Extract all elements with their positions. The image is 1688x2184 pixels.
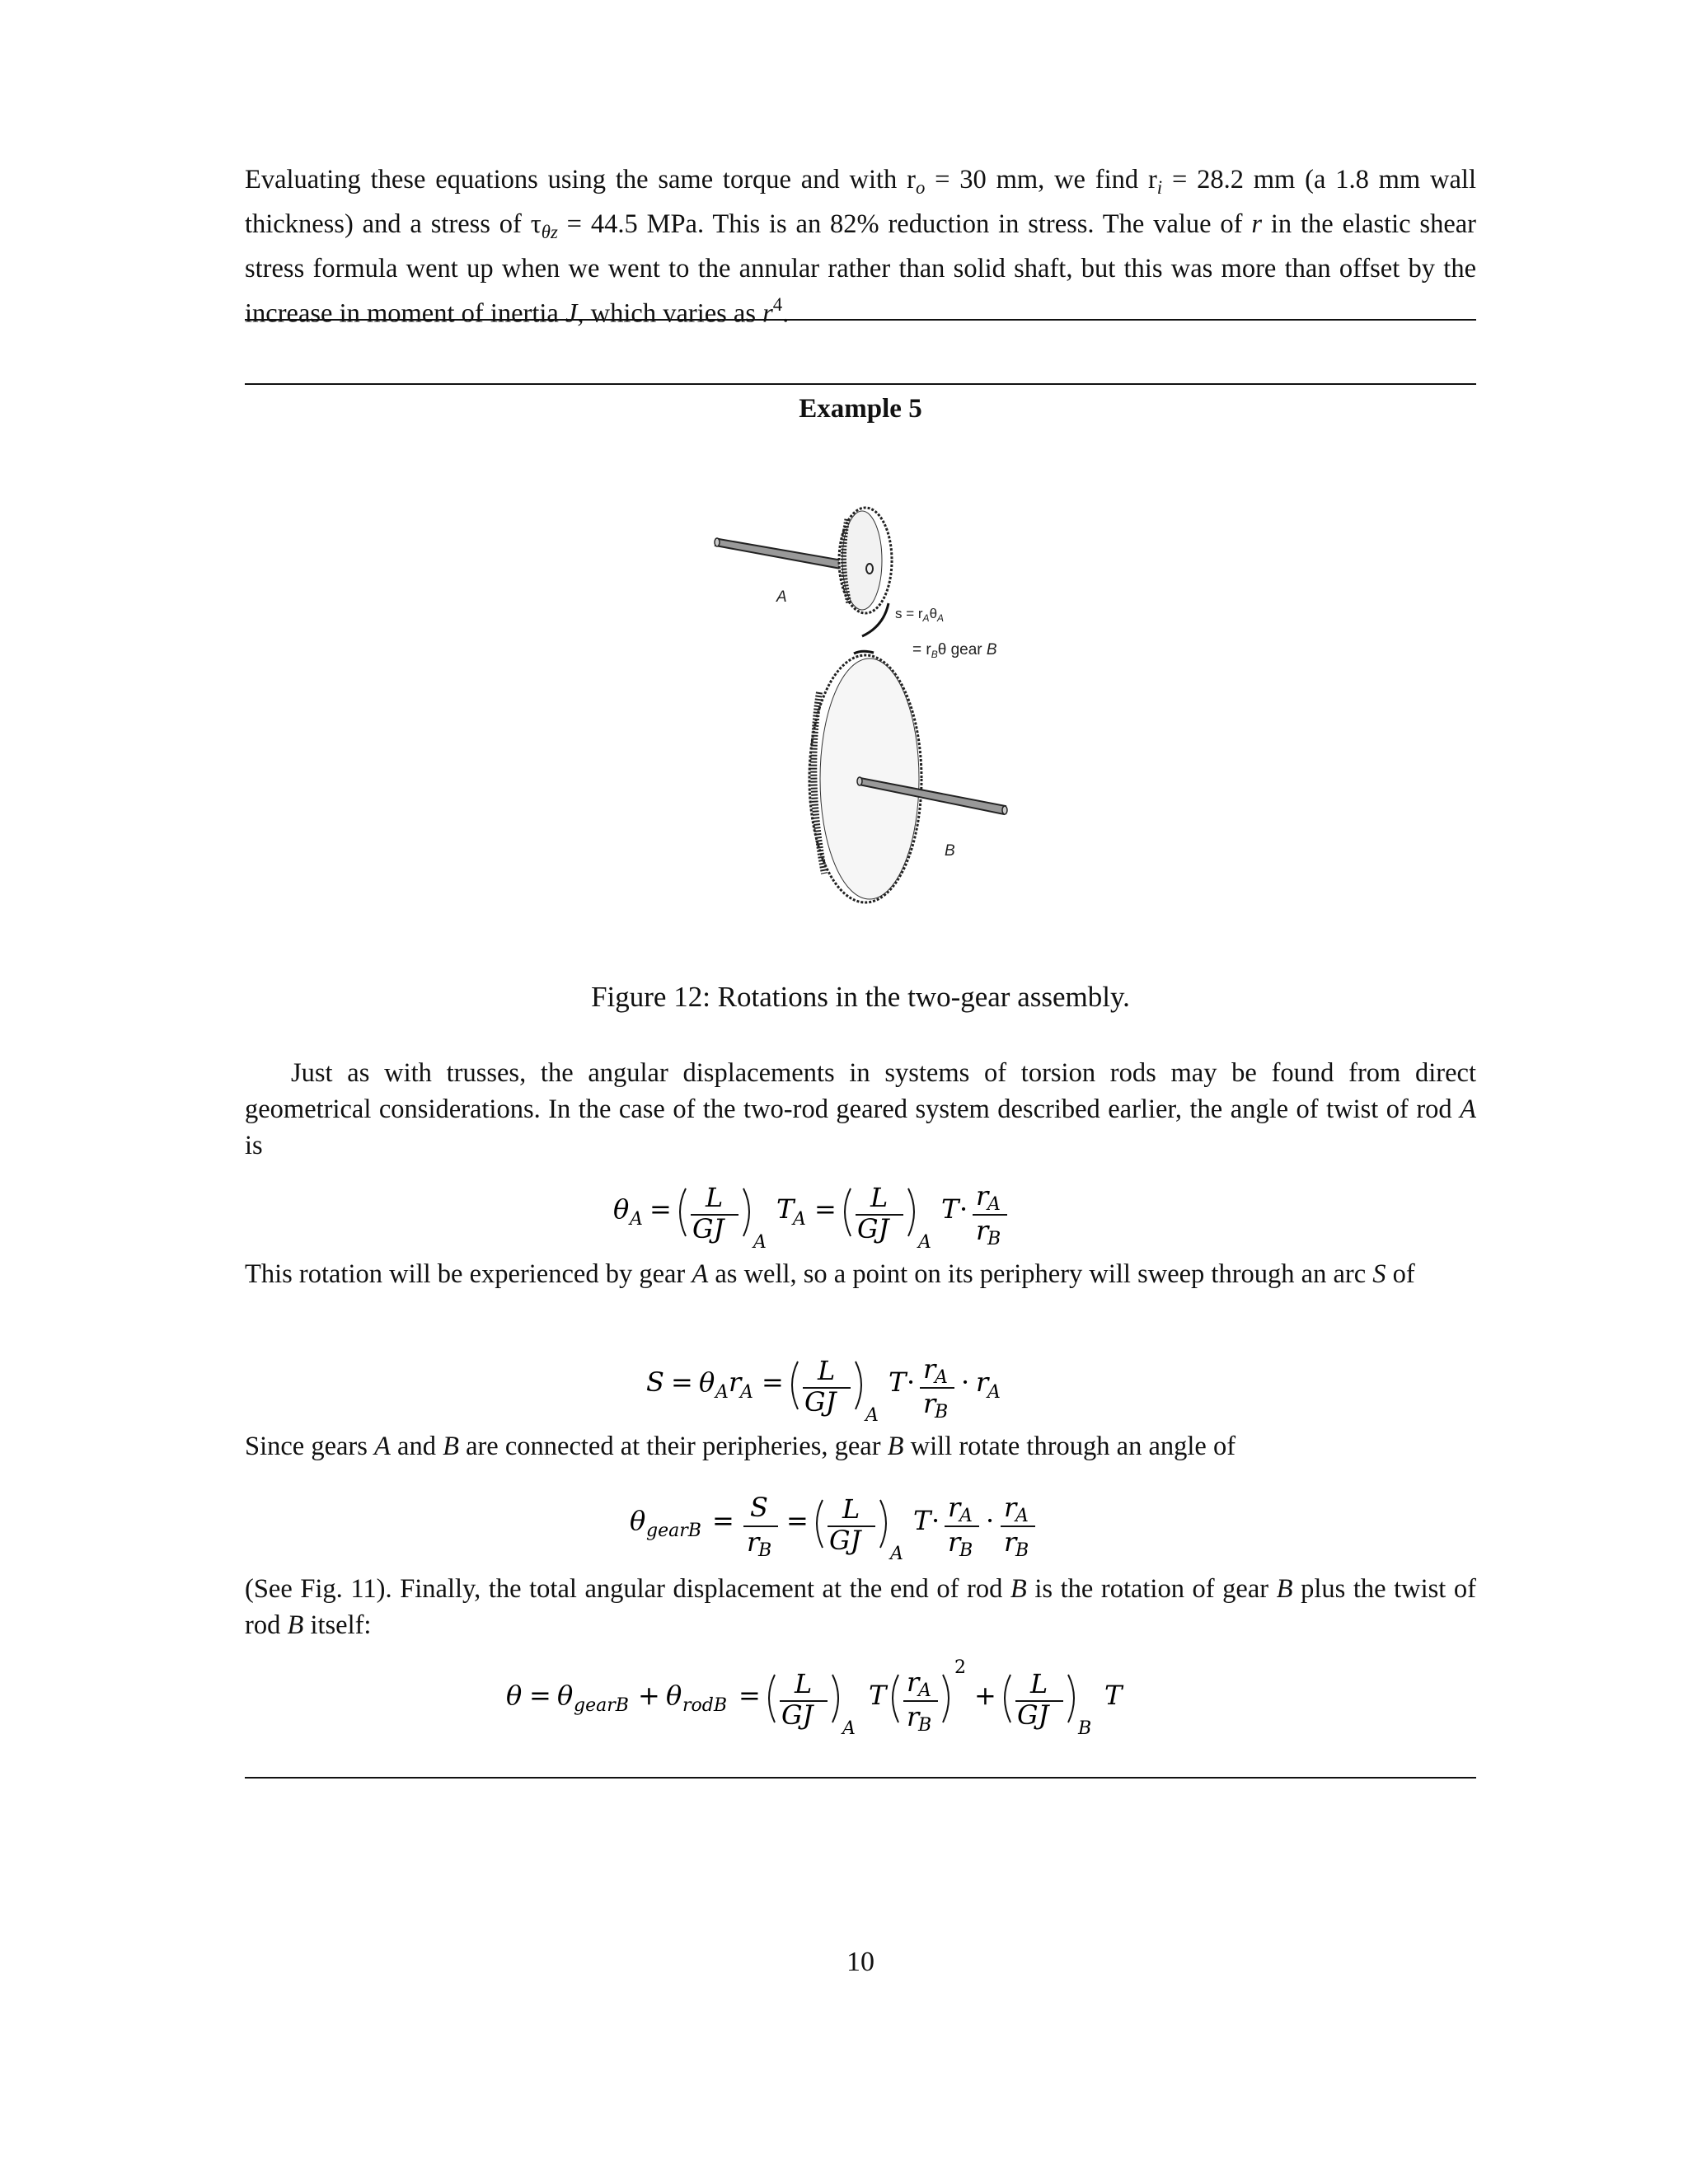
- svg-text:A: A: [987, 1382, 1001, 1403]
- svg-text:A: A: [935, 1367, 948, 1388]
- svg-text:r: r: [907, 1701, 920, 1732]
- rod-a: [715, 538, 842, 569]
- body-paragraph: [245, 1571, 1476, 1643]
- svg-text:+: +: [974, 1680, 996, 1711]
- svg-text:r: r: [1004, 1526, 1017, 1558]
- figure-label-b: B: [945, 842, 955, 860]
- subscript: o: [915, 176, 926, 198]
- rule-divider: [245, 1777, 1476, 1779]
- body-paragraph: [245, 1428, 1476, 1465]
- svg-text:=: =: [814, 1193, 837, 1225]
- svg-text:T: T: [1104, 1680, 1123, 1711]
- text-run: A: [692, 1259, 709, 1289]
- svg-text:L: L: [818, 1355, 836, 1386]
- svg-text:r: r: [976, 1366, 989, 1398]
- svg-text:B: B: [758, 1540, 772, 1561]
- svg-text:L: L: [795, 1668, 813, 1699]
- svg-text:·: ·: [959, 1193, 968, 1225]
- text-run: (See Fig. 11). Finally, the total angular displacement at the end of rod: [245, 1574, 1010, 1604]
- text-run: J: [565, 298, 578, 329]
- svg-text:gearB: gearB: [574, 1695, 629, 1716]
- text-run: = 30 mm, we find r: [925, 165, 1157, 194]
- gear-illustration: [701, 494, 1030, 923]
- text-run: will rotate through an angle of: [903, 1432, 1236, 1461]
- equation-4-svg: [506, 1655, 1215, 1746]
- svg-text:A: A: [918, 1232, 931, 1253]
- text-run: , which varies as: [577, 298, 763, 329]
- svg-text:θ: θ: [506, 1680, 523, 1711]
- text-run: This rotation will be experienced by gear: [245, 1259, 692, 1289]
- text-run: B: [1010, 1574, 1027, 1604]
- text-run: are connected at their peripheries, gear: [458, 1432, 888, 1461]
- svg-text:A: A: [865, 1405, 879, 1426]
- svg-text:r: r: [923, 1353, 936, 1385]
- svg-text:θ: θ: [666, 1680, 682, 1711]
- svg-text:=: =: [529, 1680, 551, 1711]
- svg-text:·: ·: [931, 1505, 940, 1536]
- equation-arc-s: [245, 1342, 1476, 1439]
- svg-text:S: S: [750, 1492, 768, 1523]
- body-section-4: [245, 1571, 1476, 1643]
- svg-text:r: r: [747, 1526, 760, 1558]
- equation-theta-a: [245, 1169, 1476, 1266]
- text-run: Evaluating these equations using the same torque and with r: [245, 165, 916, 194]
- svg-text:=: =: [762, 1366, 784, 1398]
- figure-caption: Figure 12: Rotations in the two-gear assembly.: [591, 981, 1130, 1013]
- figure-label-a: A: [776, 588, 787, 606]
- text-run: B: [1276, 1574, 1293, 1604]
- svg-text:2: 2: [954, 1657, 966, 1678]
- body-section-2: [245, 1256, 1476, 1292]
- svg-text:θ: θ: [699, 1366, 715, 1398]
- arc-mark-b: [854, 651, 874, 654]
- svg-text:GJ: GJ: [804, 1386, 837, 1418]
- body-section-1: [245, 1055, 1476, 1164]
- text-run: as well, so a point on its periphery will sweep through an arc: [708, 1259, 1373, 1289]
- svg-text:GJ: GJ: [1017, 1699, 1049, 1731]
- svg-text:gearB: gearB: [646, 1521, 701, 1541]
- svg-text:r: r: [948, 1526, 961, 1558]
- svg-text:A: A: [959, 1506, 973, 1526]
- svg-text:r: r: [923, 1388, 936, 1419]
- gear-a: [839, 508, 892, 613]
- svg-text:B: B: [959, 1540, 973, 1561]
- svg-text:A: A: [918, 1680, 931, 1701]
- text-run: of: [1386, 1259, 1415, 1289]
- equation-total-theta: [245, 1655, 1476, 1752]
- text-run: and: [390, 1432, 443, 1461]
- equation-1-svg: [613, 1169, 1108, 1259]
- arc-formula-1: $s = r_A\theta_A$: [895, 606, 945, 624]
- svg-text:θ: θ: [557, 1680, 574, 1711]
- svg-text:GJ: GJ: [857, 1213, 889, 1244]
- svg-text:·: ·: [907, 1366, 916, 1398]
- text-run: A: [1460, 1094, 1476, 1124]
- text-run: Just as with trusses, the angular displacements in systems of torsion rods may be found from direct geometrical considerations. In the case of the two-rod geared system described earlier, the angle of twist of rod: [245, 1058, 1476, 1124]
- svg-text:θ: θ: [630, 1505, 646, 1536]
- svg-text:GJ: GJ: [692, 1213, 724, 1244]
- text-run: plus the twist of rod: [245, 1574, 1476, 1640]
- svg-text:T: T: [889, 1366, 907, 1398]
- svg-text:A: A: [740, 1382, 753, 1403]
- svg-text:A: A: [842, 1718, 856, 1739]
- svg-text:rodB: rodB: [682, 1695, 728, 1716]
- text-run: = 28.2 mm (a 1.8 mm wall thickness) and a stress of τ: [245, 165, 1476, 239]
- page-number: 10: [846, 1947, 874, 1977]
- equation-2-svg: [646, 1342, 1075, 1432]
- svg-text:A: A: [890, 1544, 903, 1564]
- subscript: θz: [541, 221, 558, 242]
- text-run: is the rotation of gear: [1026, 1574, 1277, 1604]
- svg-text:L: L: [1030, 1668, 1048, 1699]
- svg-text:=: =: [712, 1505, 734, 1536]
- text-run: r: [762, 298, 773, 329]
- svg-text:A: A: [793, 1209, 806, 1230]
- svg-text:GJ: GJ: [781, 1699, 814, 1731]
- rule-divider: [245, 383, 1476, 385]
- svg-text:=: =: [671, 1366, 693, 1398]
- svg-text:L: L: [842, 1493, 860, 1525]
- svg-text:T: T: [941, 1193, 959, 1225]
- text-run: Since gears: [245, 1432, 375, 1461]
- svg-text:L: L: [870, 1182, 889, 1213]
- body-paragraph: [245, 1055, 1476, 1164]
- svg-text:=: =: [738, 1680, 761, 1711]
- text-run: is: [245, 1131, 263, 1160]
- svg-text:B: B: [918, 1715, 932, 1736]
- svg-text:L: L: [706, 1182, 724, 1213]
- svg-text:B: B: [987, 1229, 1001, 1249]
- subscript: i: [1156, 176, 1163, 198]
- svg-text:r: r: [976, 1180, 989, 1212]
- svg-text:=: =: [786, 1505, 809, 1536]
- svg-text:·: ·: [986, 1505, 995, 1536]
- svg-text:A: A: [987, 1194, 1001, 1215]
- example-title: Example 5: [799, 394, 922, 424]
- svg-text:S: S: [646, 1366, 664, 1398]
- svg-text:GJ: GJ: [829, 1525, 861, 1556]
- svg-text:B: B: [935, 1402, 949, 1422]
- two-gear-figure: [701, 494, 1030, 923]
- svg-text:B: B: [1015, 1540, 1029, 1561]
- text-run: S: [1372, 1259, 1386, 1289]
- body-section-3: [245, 1428, 1476, 1465]
- svg-text:B: B: [1078, 1718, 1092, 1739]
- equation-3-svg: [630, 1480, 1091, 1571]
- intro-paragraph: [245, 162, 1476, 331]
- svg-text:T: T: [869, 1680, 887, 1711]
- svg-text:A: A: [753, 1232, 767, 1253]
- text-run: itself:: [303, 1610, 372, 1640]
- svg-text:+: +: [638, 1680, 660, 1711]
- svg-text:A: A: [630, 1209, 643, 1230]
- text-run: .: [782, 298, 790, 329]
- text-run: B: [287, 1610, 304, 1640]
- equation-theta-gear-b: [245, 1480, 1476, 1577]
- body-paragraph: [245, 1256, 1476, 1292]
- svg-text:θ: θ: [613, 1193, 630, 1225]
- text-run: B: [443, 1432, 459, 1461]
- svg-text:T: T: [776, 1193, 795, 1225]
- intro-section: [245, 162, 1476, 331]
- text-run: A: [374, 1432, 391, 1461]
- svg-text:A: A: [1015, 1506, 1029, 1526]
- text-run: B: [887, 1432, 904, 1461]
- text-run: = 44.5 MPa. This is an 82% reduction in stress. The value of: [557, 209, 1252, 239]
- svg-text:·: ·: [961, 1366, 970, 1398]
- text-run: in the elastic shear stress formula went up when we went to the annular rather than solid shaft, but this was more than offset by the increase in moment of inertia: [245, 209, 1477, 329]
- superscript: 4: [772, 293, 783, 315]
- svg-text:T: T: [913, 1505, 931, 1536]
- svg-text:r: r: [907, 1666, 920, 1698]
- svg-text:A: A: [715, 1382, 729, 1403]
- svg-text:r: r: [729, 1366, 742, 1398]
- svg-text:=: =: [649, 1193, 672, 1225]
- svg-text:r: r: [948, 1492, 961, 1523]
- arc-formula-2: = $r_B\theta$ gear B: [912, 641, 997, 660]
- text-run: r: [1251, 209, 1263, 239]
- svg-text:r: r: [1004, 1492, 1017, 1523]
- rule-divider: [245, 319, 1476, 321]
- svg-text:r: r: [976, 1215, 989, 1246]
